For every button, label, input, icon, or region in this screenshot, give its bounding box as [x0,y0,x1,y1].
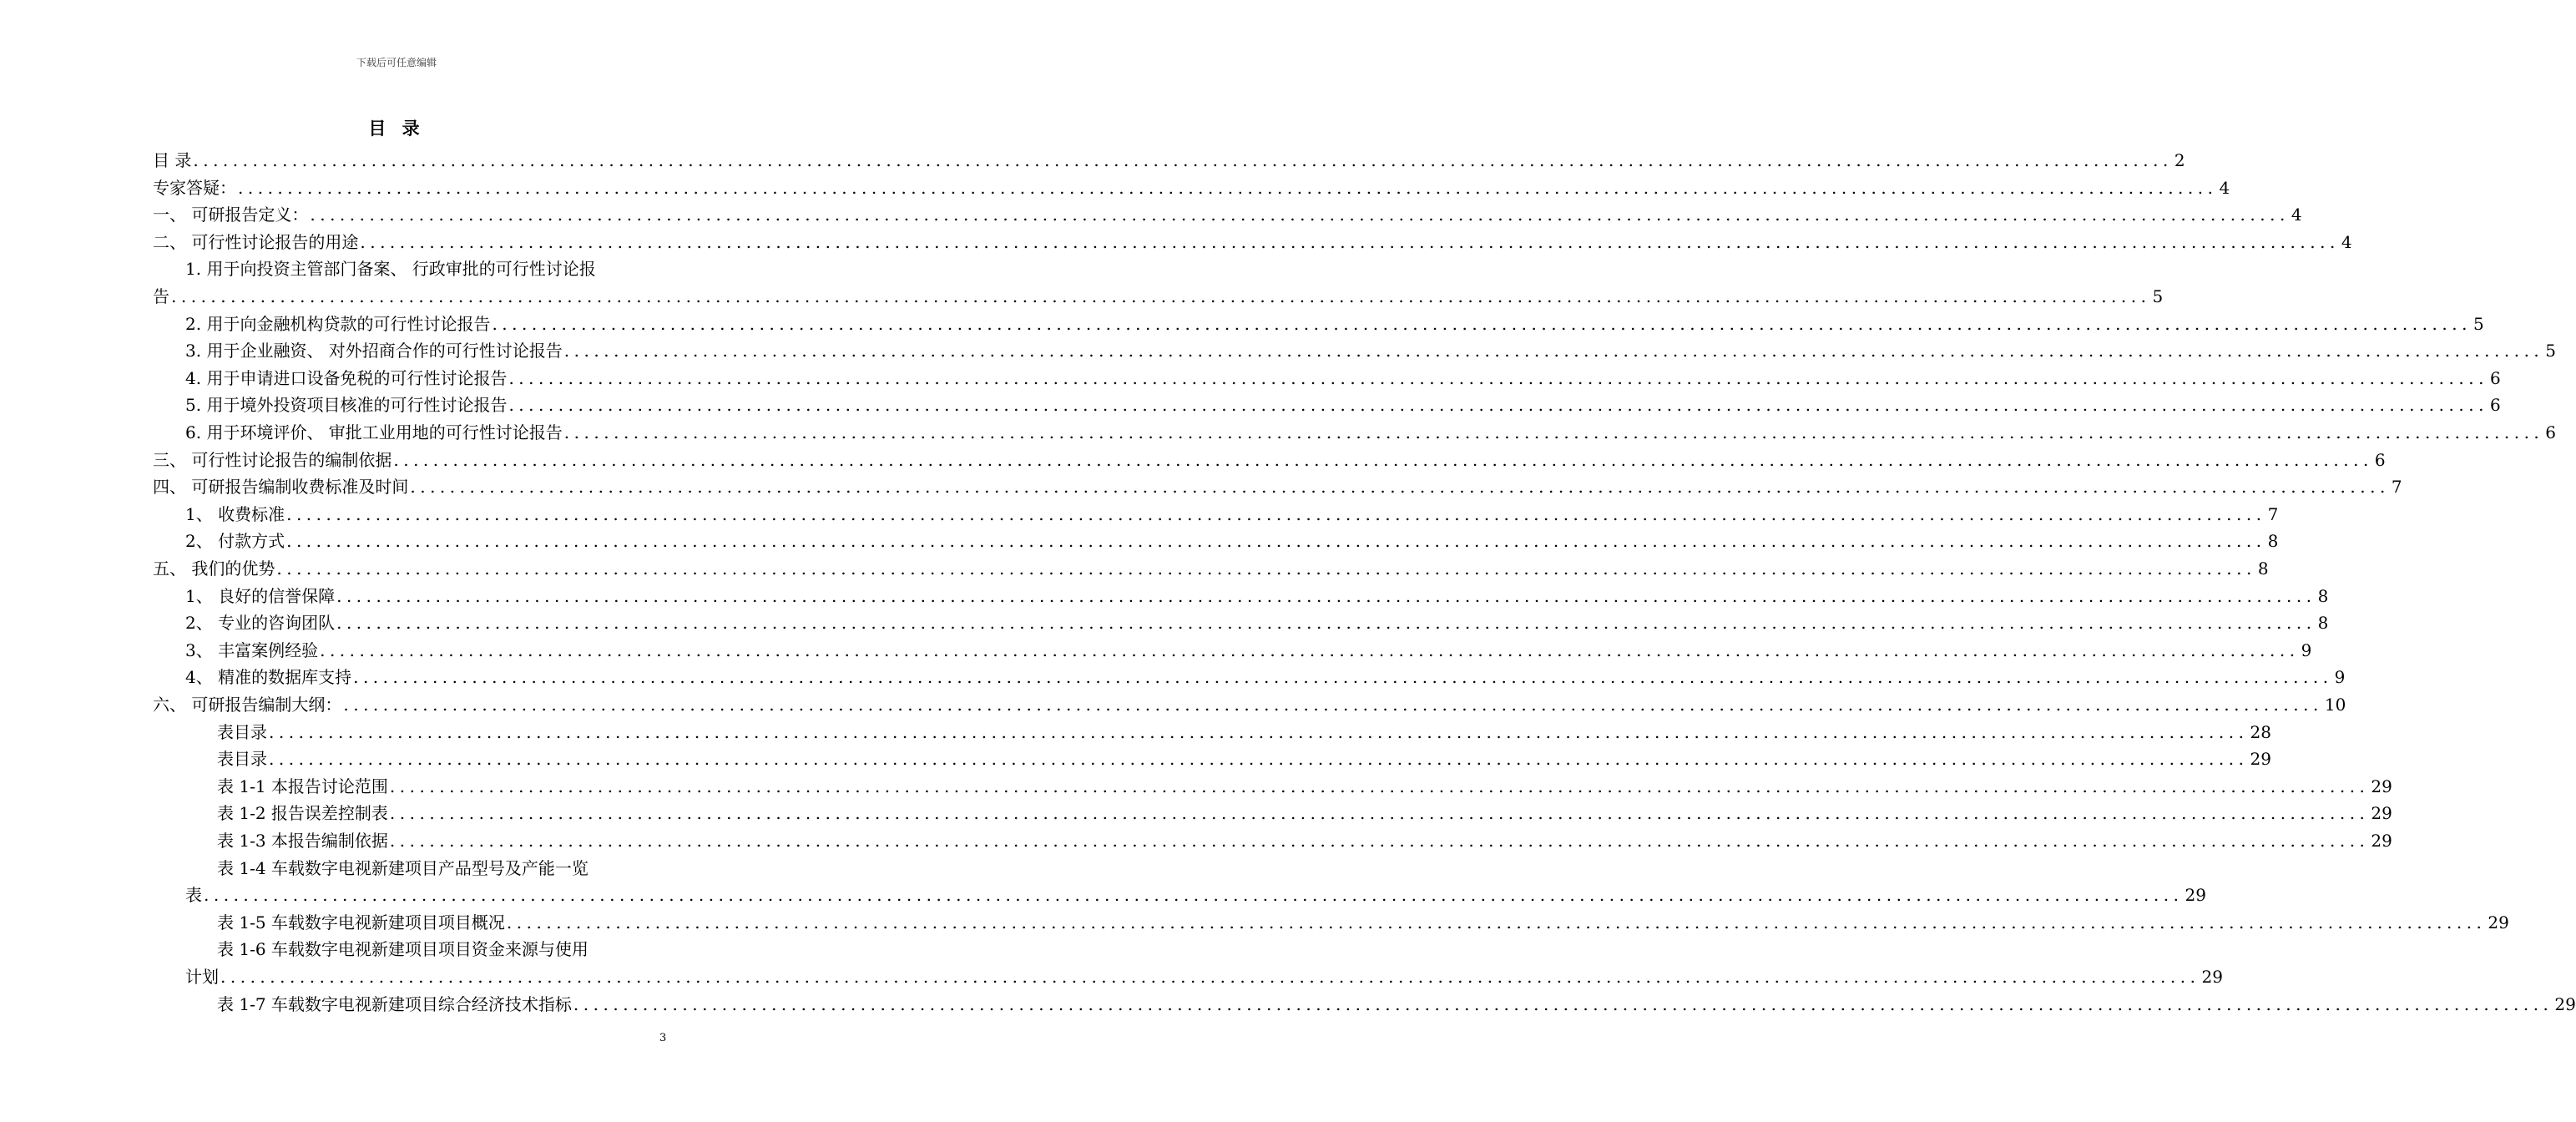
dot-leader: ........................................................................................................................................................................................................ [310,205,2290,225]
toc-entry[interactable] [185,528,2279,554]
toc-entry[interactable] [217,745,2271,772]
toc-entry-text: 2、 专业的咨询团队 [185,613,336,634]
toc-entry-text: 表 1-7 车载数字电视新建项目综合经济技术指标 [217,993,572,1014]
toc-page-number: 29 [2371,831,2392,851]
dot-leader: ........................................................................................................................................................................................................ [389,831,2370,851]
toc-page-number: 29 [2185,885,2206,906]
dot-leader: ........................................................................................................................................................................................................ [343,695,2323,715]
toc-page-number: 29 [2250,749,2271,770]
dot-leader: ........................................................................................................................................................................................................ [171,286,2151,306]
toc-entry[interactable] [185,637,2312,664]
toc-page-number: 8 [2317,585,2329,606]
toc-entry-text: 1、 收费标准 [185,503,285,524]
dot-leader: ........................................................................................................................................................................................................ [193,150,2173,170]
dot-leader: ........................................................................................................................................................................................................ [563,422,2544,442]
dot-leader: ........................................................................................................................................................................................................ [573,993,2553,1014]
toc-page-number: 29 [2554,993,2576,1014]
toc-entry-text: 专家答疑： [153,177,236,198]
dot-leader: ........................................................................................................................................................................................................ [204,885,2184,906]
toc-page-number: 5 [2152,286,2164,306]
dot-leader: ........................................................................................................................................................................................................ [286,503,2266,524]
dot-leader: ........................................................................................................................................................................................................ [269,721,2249,742]
toc-entry[interactable] [153,201,2302,228]
toc-page-number: 4 [2219,177,2230,198]
toc-entry-text: 2、 付款方式 [185,531,285,552]
toc-entry-continuation: 告 [153,286,169,306]
dot-leader: ........................................................................................................................................................................................................ [286,531,2266,552]
toc-entry[interactable] [185,392,2501,418]
toc-entry[interactable] [185,311,2484,337]
toc-page-number: 10 [2324,695,2346,715]
toc-entry[interactable] [217,719,2271,745]
toc-entry-continuation: 表 [185,885,202,906]
toc-entry-text: 一、 可研报告定义： [153,205,309,225]
dot-leader: ........................................................................................................................................................................................................ [276,558,2256,579]
toc-entry-text: 5. 用于境外投资项目核准的可行性讨论报告 [185,395,508,416]
toc-entry[interactable] [185,365,2501,392]
dot-leader: ........................................................................................................................................................................................................ [220,967,2200,987]
toc-entry[interactable] [185,501,2279,528]
dot-leader: ........................................................................................................................................................................................................ [336,613,2316,634]
dot-leader: ........................................................................................................................................................................................................ [410,477,2390,498]
dot-leader: ........................................................................................................................................................................................................ [238,177,2218,198]
page-header: 下载后可任意编辑 [356,57,437,68]
toc-entry[interactable] [153,555,2269,582]
toc-page-number: 4 [2291,205,2302,225]
toc-entry[interactable] [185,337,2557,364]
toc-entry-text: 3. 用于企业融资、 对外招商合作的可行性讨论报告 [185,341,563,361]
toc-entry-text: 表 1-1 本报告讨论范围 [217,776,388,796]
toc-entry-text: 表 1-6 车载数字电视新建项目项目资金来源与使用 [217,939,588,960]
toc-page-number: 5 [2545,341,2557,361]
toc-entry[interactable] [153,447,2386,473]
dot-leader: ........................................................................................................................................................................................................ [336,585,2316,606]
dot-leader: ........................................................................................................................................................................................................ [389,803,2370,824]
toc-page-number: 29 [2201,967,2223,987]
toc-entry-text: 二、 可行性讨论报告的用途 [153,231,359,252]
toc-entry[interactable] [185,583,2329,609]
toc-page-number: 4 [2341,231,2352,252]
dot-leader: ........................................................................................................................................................................................................ [320,639,2300,660]
toc-entry-text: 表目录 [217,749,267,770]
toc-entry-text: 五、 我们的优势 [153,558,275,579]
toc-entry-text: 目 录 [153,150,192,170]
toc-entry[interactable] [217,773,2392,800]
dot-leader: ........................................................................................................................................................................................................ [269,749,2249,770]
toc-entry-text: 3、 丰富案例经验 [185,639,319,660]
dot-leader: ........................................................................................................................................................................................................ [393,449,2373,470]
toc-entry[interactable] [153,473,2402,500]
toc-entry[interactable] [185,664,2346,690]
dot-leader: ........................................................................................................................................................................................................ [492,313,2472,334]
toc-page-number: 7 [2391,477,2402,498]
toc-entry[interactable] [217,909,2509,936]
toc-entry[interactable] [153,229,2352,255]
dot-leader: ........................................................................................................................................................................................................ [360,231,2340,252]
toc-entry-text: 六、 可研报告编制大纲： [153,695,342,715]
toc-entry[interactable] [185,882,2206,908]
toc-entry-text: 4. 用于申请进口设备免税的可行性讨论报告 [185,367,508,388]
toc-entry-text: 表 1-2 报告误差控制表 [217,803,388,824]
page-title: 目 录 [368,118,425,139]
toc-page-number: 6 [2545,422,2557,442]
toc-page-number: 8 [2267,531,2279,552]
toc-entry[interactable] [153,174,2230,201]
toc-page-number: 29 [2371,803,2392,824]
toc-page-number: 28 [2250,721,2271,742]
toc-entry-text: 表 1-3 本报告编制依据 [217,831,388,851]
toc-entry-text: 1、 良好的信誉保障 [185,585,336,606]
toc-entry-continuation: 计划 [185,967,219,987]
toc-entry-text: 表目录 [217,721,267,742]
toc-entry-text: 4、 精准的数据库支持 [185,667,352,688]
toc-entry[interactable] [185,419,2557,446]
toc-page-number: 2 [2174,150,2185,170]
page-number: 3 [659,1032,667,1044]
toc-entry[interactable] [185,609,2329,636]
toc-entry[interactable] [217,827,2392,854]
toc-entry[interactable] [153,691,2346,718]
toc-page-number: 29 [2488,912,2509,932]
toc-page-number: 9 [2301,639,2312,660]
toc-entry-text: 三、 可行性讨论报告的编制依据 [153,449,392,470]
toc-entry-text: 6. 用于环境评价、 审批工业用地的可行性讨论报告 [185,422,563,442]
toc-entry-text: 表 1-4 车载数字电视新建项目产品型号及产能一览 [217,857,588,878]
toc-page-number: 6 [2489,395,2501,416]
toc-page-number: 6 [2489,367,2501,388]
dot-leader: ........................................................................................................................................................................................................ [389,776,2370,796]
toc-entry-text: 四、 可研报告编制收费标准及时间 [153,477,409,498]
toc-entry[interactable] [153,147,2185,174]
toc-page-number: 5 [2472,313,2484,334]
toc-page-number: 7 [2267,503,2279,524]
toc-entry-text: 表 1-5 车载数字电视新建项目项目概况 [217,912,505,932]
toc-page-number: 8 [2317,613,2329,634]
toc-entry-text: 1. 用于向投资主管部门备案、 行政审批的可行性讨论报 [185,259,596,280]
toc-entry[interactable] [217,991,2576,1018]
toc-entry-text: 2. 用于向金融机构贷款的可行性讨论报告 [185,313,491,334]
dot-leader: ........................................................................................................................................................................................................ [353,667,2333,688]
toc-entry[interactable] [217,800,2392,826]
toc-page-number: 29 [2371,776,2392,796]
toc-page-number: 6 [2374,449,2386,470]
toc-entry[interactable] [185,963,2223,990]
dot-leader: ........................................................................................................................................................................................................ [563,341,2544,361]
toc-page-number: 9 [2334,667,2346,688]
dot-leader: ........................................................................................................................................................................................................ [508,367,2488,388]
toc-page-number: 8 [2257,558,2269,579]
toc-entry[interactable] [153,283,2164,310]
dot-leader: ........................................................................................................................................................................................................ [506,912,2487,932]
dot-leader: ........................................................................................................................................................................................................ [508,395,2488,416]
